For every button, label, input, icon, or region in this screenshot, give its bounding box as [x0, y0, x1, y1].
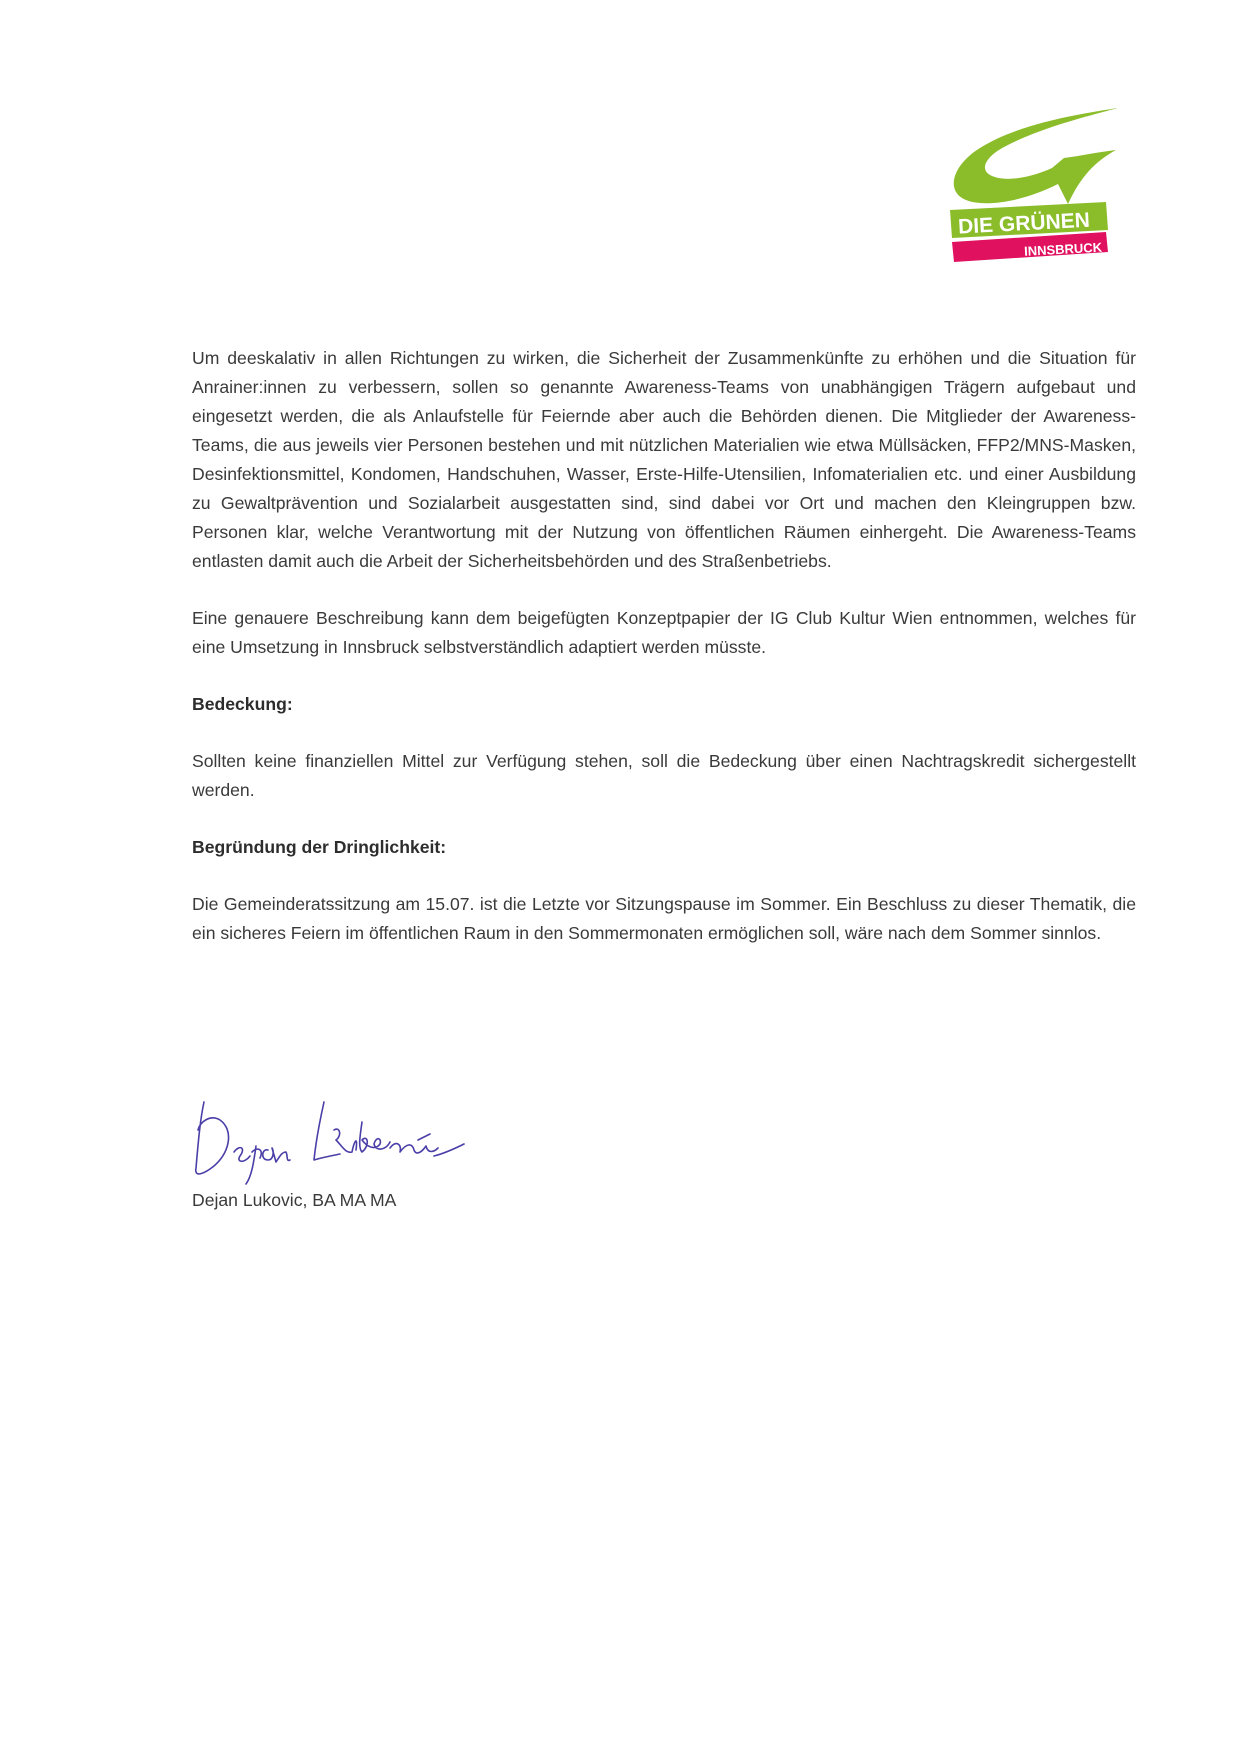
paragraph-bedeckung: Sollten keine finanziellen Mittel zur Verfügung stehen, soll die Bedeckung über einen Nachtragskredit sichergestellt werden.	[192, 751, 1136, 800]
handwritten-signature	[190, 1090, 490, 1185]
logo-g-swoosh-icon	[954, 108, 1118, 204]
paragraph-dringlichkeit: Die Gemeinderatssitzung am 15.07. ist die Letzte vor Sitzungspause im Sommer. Ein Beschluss zu dieser Thematik, die ein sicheres Feiern im öffentlichen Raum in den Sommermonaten ermöglichen soll, wäre nach dem Sommer sinnlos.	[192, 894, 1136, 943]
logo-line2: INNSBRUCK	[1023, 239, 1103, 259]
heading-bedeckung: Bedeckung:	[192, 694, 293, 714]
die-gruenen-logo	[948, 106, 1120, 278]
heading-dringlichkeit: Begründung der Dringlichkeit:	[192, 837, 447, 857]
signer-name: Dejan Lukovic, BA MA MA	[192, 1190, 397, 1210]
body-paragraph-2: Eine genauere Beschreibung kann dem beigefügten Konzeptpapier der IG Club Kultur Wien entnommen, welches für eine Umsetzung in Innsbruck selbstverständlich adaptiert werden müsste.	[192, 608, 1136, 657]
logo-line1: DIE GRÜNEN	[957, 208, 1091, 239]
body-paragraph-1: Um deeskalativ in allen Richtungen zu wirken, die Sicherheit der Zusammenkünfte zu erhöhen und die Situation für Anrainer:innen zu verbessern, sollen so genannte Awareness-Teams von unabhängigen Trägern aufgebaut und eingesetzt werden, die als Anlaufstelle für Feiernde aber auch die Behörden dienen. Die Mitglieder der Awareness-Teams, die aus jeweils vier Personen bestehen und mit nützlichen Materialien wie etwa Müllsäcken, FFP2/MNS-Masken, Desinfektionsmittel, Kondomen, Handschuhen, Wasser, Erste-Hilfe-Utensilien, Infomaterialien etc. und einer Ausbildung zu Gewaltprävention und Sozialarbeit ausgestatten sind, sind dabei vor Ort und machen den Kleingruppen bzw. Personen klar, welche Verantwortung mit der Nutzung von öffentlichen Räumen einhergeht. Die Awareness-Teams entlasten damit auch die Arbeit der Sicherheitsbehörden und des Straßenbetriebs.	[192, 348, 1136, 571]
document-body	[192, 344, 1136, 948]
